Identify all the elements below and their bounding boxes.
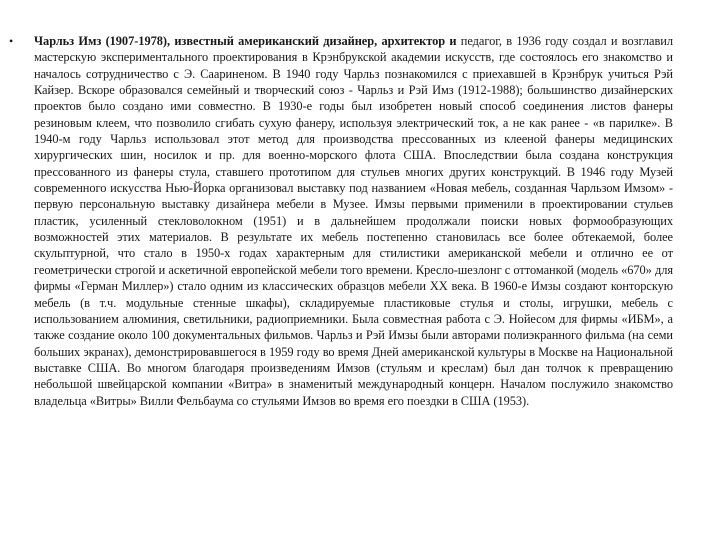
- biography-paragraph: [34, 33, 673, 409]
- paragraph-body: педагог, в 1936 году создал и возглавил мастерскую экспериментального проектирования в Крэнбрукской академии искусств, где состоялось его знакомство и началось сотрудничество с Э. Саариненом. В 1940 году Чарльз познакомился с приехавшей в Крэнбрук учиться Рэй Кайзер. Вскоре образовался семейный и творческий союз - Чарльз и Рэй Имз (1912-1988); большинство дизайнерских проектов было создано ими совместно. В 1930-е годы был изобретен новый способ соединения листов фанеры резиновым клеем, что позволило сгибать сухую фанеру, используя электрический ток, а не как ранее - «в парилке». В 1940-м году Чарльз использовал этот метод для производства прессованных из клееной фанеры медицинских хирургических шин, носилок и пр. для военно-морского флота США. Впоследствии была создана конструкция прессованного из фанеры стула, ставшего прототипом для стульев многих других конструкций. В 1946 году Музей современного искусства Нью-Йорка организовал выставку под названием «Новая мебель, созданная Чарльзом Имзом» - первую персональную выставку дизайнера мебели в Музее. Имзы первыми применили в проектировании стульев пластик, усиленный стекловолокном (1951) и в дальнейшем продолжали поиски новых формообразующих возможностей этих материалов. В результате их мебель постепенно становилась все более обтекаемой, более скульптурной, что стало в 1950-х годах характерным для стилистики американской мебели и отлично ее от геометрически строгой и аскетичной европейской мебели того времени. Кресло-шезлонг с оттоманкой (модель «670» для фирмы «Герман Миллер») стало одним из классических образцов мебели XX века. В 1960-е Имзы создают конторскую мебель (в т.ч. модульные стенные шкафы), складируемые пластиковые стулья и столы, игрушки, мебель с использованием алюминия, светильники, радиоприемники. Была совместная работа с Э. Нойесом для фирмы «ИБМ», а также создание около 100 документальных фильмов. Чарльз и Рэй Имзы были авторами полиэкранного фильма (на семи больших экранах), демонстрировавшегося в 1959 году во время Дней американской культуры в Москве на Национальной выставке США. Во многом благодаря произведениям Имзов (стульям и креслам) был дан толчок к превращению небольшой швейцарской компании «Витра» в знаменитый международный концерн. Началом послужило знакомство владельца «Витры» Вилли Фельбаума со стульями Имзов во время его поездки в США (1953).: [34, 34, 673, 408]
- bullet-marker: •: [9, 34, 14, 48]
- paragraph-lead: Чарльз Имз (1907-1978), известный американский дизайнер, архитектор и: [34, 34, 457, 48]
